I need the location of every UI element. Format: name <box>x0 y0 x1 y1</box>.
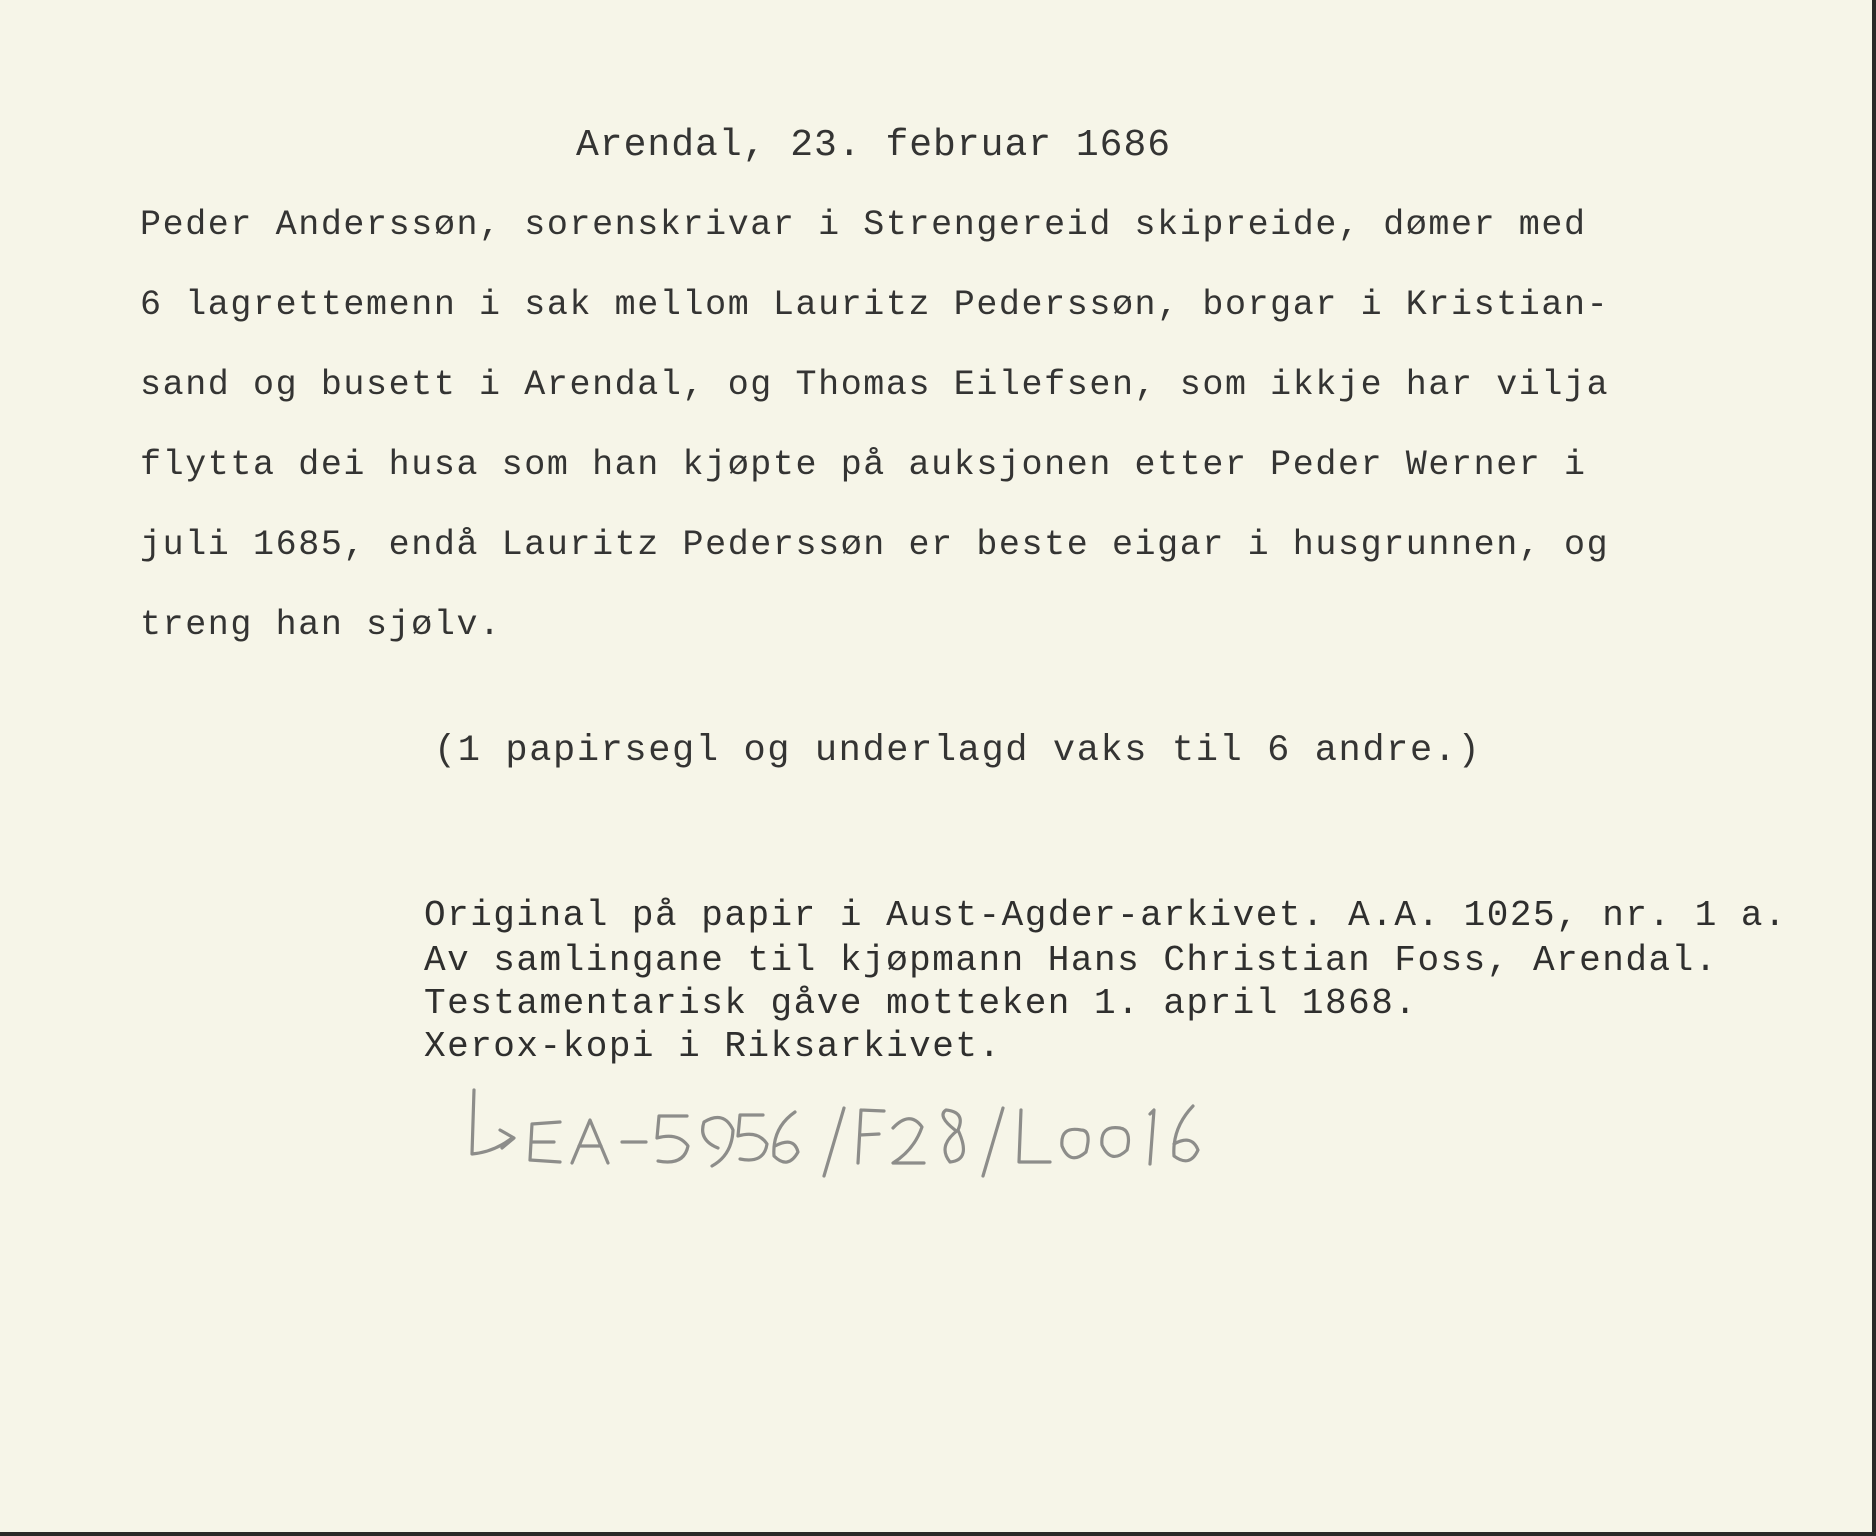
handwritten-reference <box>452 1070 1252 1200</box>
handwritten-reference-drawing <box>452 1070 1252 1200</box>
body-text-line: flytta dei husa som han kjøpte på auksjonen etter Peder Werner i <box>140 445 1587 485</box>
seal-note: (1 papirsegl og underlagd vaks til 6 andre.) <box>434 730 1482 772</box>
source-line: Av samlingane til kjøpmann Hans Christian Foss, Arendal. <box>424 940 1718 981</box>
source-line: Testamentarisk gåve motteken 1. april 1868. <box>424 983 1418 1024</box>
body-text-line: treng han sjølv. <box>140 605 502 645</box>
body-text-line: Peder Anderssøn, sorenskrivar i Strengereid skipreide, dømer med <box>140 205 1587 245</box>
date-heading: Arendal, 23. februar 1686 <box>576 124 1172 167</box>
body-text-line: 6 lagrettemenn i sak mellom Lauritz Pederssøn, borgar i Kristian- <box>140 285 1610 325</box>
body-text-line: sand og busett i Arendal, og Thomas Eilefsen, som ikkje har vilja <box>140 365 1610 405</box>
source-line: Original på papir i Aust-Agder-arkivet. A.A. 1025, nr. 1 a. <box>424 895 1788 936</box>
body-text-line: juli 1685, endå Lauritz Pederssøn er beste eigar i husgrunnen, og <box>140 525 1610 565</box>
source-line: Xerox-kopi i Riksarkivet. <box>424 1026 1002 1067</box>
